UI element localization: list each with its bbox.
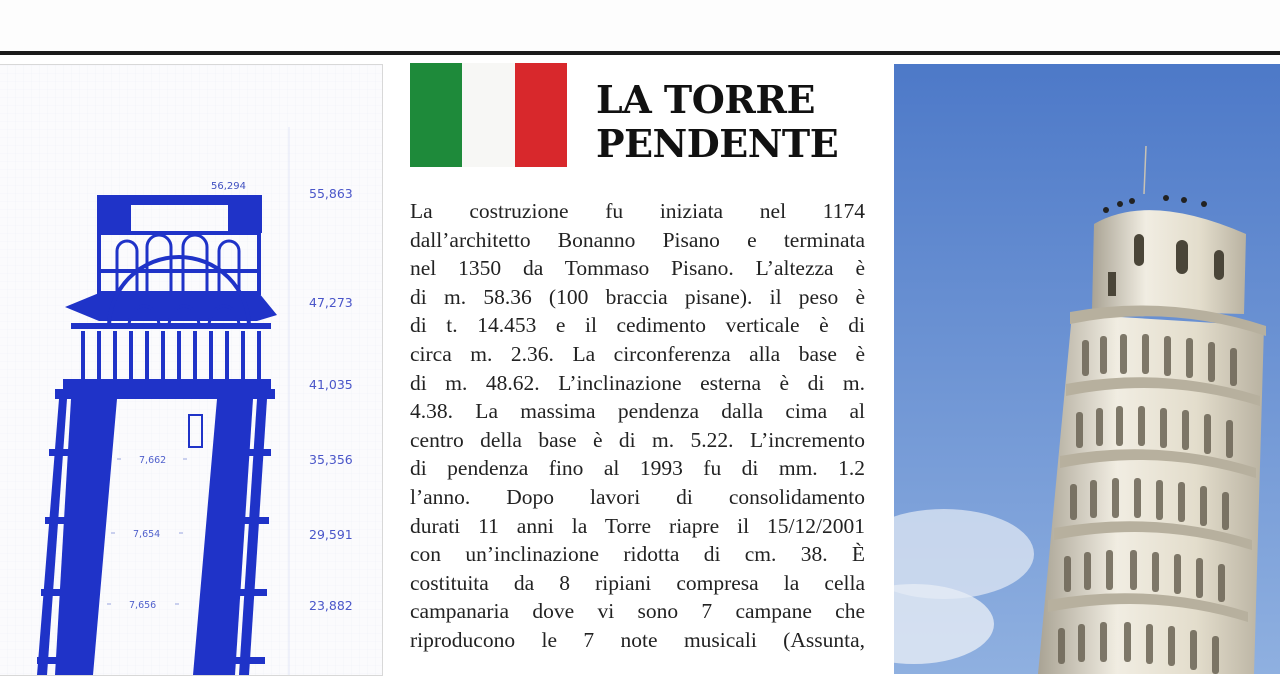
italian-flag-icon	[410, 63, 567, 167]
top-height-label: 56,294	[211, 181, 246, 192]
flag-red-stripe	[515, 63, 567, 167]
body-line: di m. 58.36 (100 braccia pisane). il peso è	[410, 284, 865, 309]
height-label: 29,591	[309, 527, 353, 542]
body-line: dall’architetto Bonanno Pisano e terminata	[410, 227, 865, 252]
inner-width-label: 7,654	[133, 529, 161, 540]
body-line: costituita da 8 ripiani compresa la cella	[410, 570, 865, 595]
height-label: 23,882	[309, 598, 353, 613]
body-line: circa m. 2.36. La circonferenza alla base è	[410, 341, 865, 366]
height-label: 41,035	[309, 377, 353, 392]
tower-elevation-diagram	[0, 64, 383, 676]
body-line: l’anno. Dopo lavori di consolidamento	[410, 484, 865, 509]
diagram-grid	[0, 65, 382, 675]
height-label: 47,273	[309, 295, 353, 310]
body-line: riproducono le 7 note musicali (Assunta,	[410, 627, 865, 652]
body-line: di t. 14.453 e il cedimento verticale è di	[410, 313, 865, 338]
body-line: centro della base è di m. 5.22. L’incremento	[410, 427, 865, 452]
tower-photo	[894, 64, 1280, 674]
body-line: durati 11 anni la Torre riapre il 15/12/2001	[410, 513, 865, 538]
body-line: La costruzione fu iniziata nel 1174	[410, 199, 865, 223]
elevation-drawing	[0, 65, 382, 675]
tower-photo-illustration	[894, 64, 1280, 674]
title-line: LA TORRE	[596, 77, 815, 122]
article-title	[596, 78, 876, 166]
title-line: PENDENTE	[596, 121, 839, 166]
body-line: di pendenza fino al 1993 fu di mm. 1.2	[410, 456, 865, 481]
body-line: 4.38. La massima pendenza dalla cima al	[410, 399, 865, 424]
inner-width-label: 7,662	[139, 455, 167, 466]
flag-green-stripe	[410, 63, 462, 167]
flag-white-stripe	[462, 63, 514, 167]
body-line: campanaria dove vi sono 7 campane che	[410, 599, 865, 624]
header-rule	[0, 51, 1280, 55]
body-line: con un’inclinazione ridotta di cm. 38. È	[410, 542, 865, 567]
article-body	[410, 197, 865, 655]
height-label: 35,356	[309, 452, 353, 467]
inner-width-label: 7,656	[129, 600, 157, 611]
body-line: nel 1350 da Tommaso Pisano. L’altezza è	[410, 256, 865, 281]
top-margin	[0, 0, 1280, 51]
body-line: di m. 48.62. L’inclinazione esterna è di m.	[410, 370, 865, 395]
height-label: 55,863	[309, 186, 353, 201]
